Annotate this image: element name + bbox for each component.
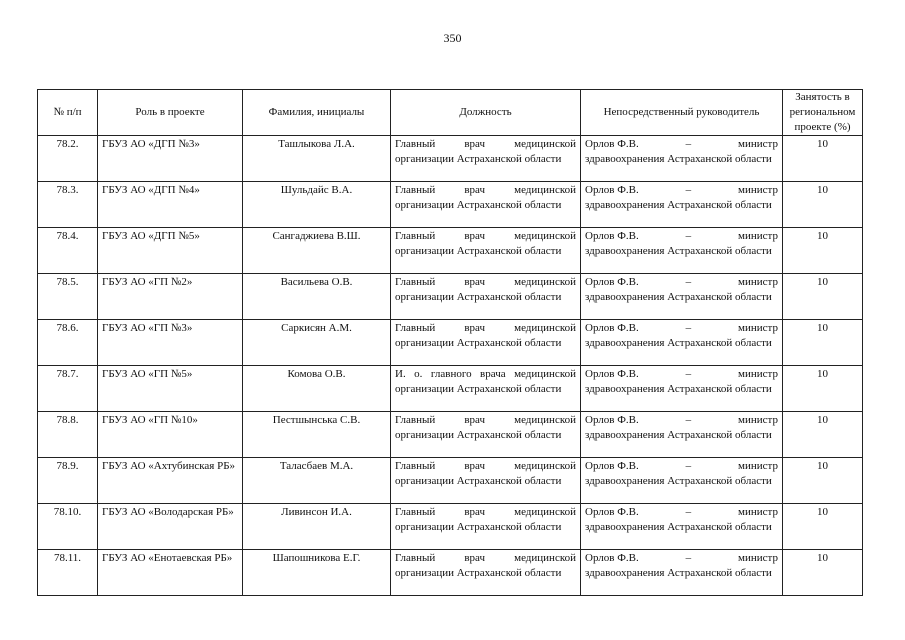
supervisor-rest: здравоохранения Астраханской области — [585, 245, 772, 257]
table-row — [38, 412, 863, 458]
header-num: № п/п — [38, 90, 98, 136]
row-position: Главный врач медицинской организации Астраханской области — [391, 274, 581, 320]
table-header-row — [38, 90, 863, 136]
row-role: ГБУЗ АО «Володарская РБ» — [98, 504, 243, 550]
supervisor-rest: здравоохранения Астраханской области — [585, 567, 772, 579]
supervisor-title: министр — [738, 552, 778, 564]
row-number: 78.9. — [38, 458, 98, 504]
row-load: 10 — [783, 274, 863, 320]
row-name: Пестшынська С.В. — [243, 412, 391, 458]
supervisor-title: министр — [738, 460, 778, 472]
row-name: Васильева О.В. — [243, 274, 391, 320]
supervisor-title: министр — [738, 322, 778, 334]
row-position: Главный врач медицинской организации Астраханской области — [391, 320, 581, 366]
supervisor-line — [585, 551, 778, 566]
supervisor-name: Орлов Ф.В. — [585, 368, 639, 380]
supervisor-title: министр — [738, 230, 778, 242]
supervisor-line — [585, 459, 778, 474]
row-supervisor — [581, 182, 783, 228]
row-role: ГБУЗ АО «ГП №10» — [98, 412, 243, 458]
supervisor-name: Орлов Ф.В. — [585, 460, 639, 472]
supervisor-dash: – — [685, 322, 692, 334]
supervisor-line — [585, 137, 778, 152]
supervisor-title: министр — [738, 414, 778, 426]
supervisor-name: Орлов Ф.В. — [585, 276, 639, 288]
row-position: Главный врач медицинской организации Астраханской области — [391, 228, 581, 274]
table-row — [38, 274, 863, 320]
supervisor-line — [585, 183, 778, 198]
supervisor-dash: – — [685, 368, 692, 380]
supervisor-dash: – — [685, 460, 692, 472]
header-load: Занятость в региональном проекте (%) — [783, 90, 863, 136]
row-role: ГБУЗ АО «ДГП №3» — [98, 136, 243, 182]
supervisor-line — [585, 229, 778, 244]
supervisor-dash: – — [685, 230, 692, 242]
supervisor-rest: здравоохранения Астраханской области — [585, 337, 772, 349]
row-number: 78.7. — [38, 366, 98, 412]
supervisor-line — [585, 321, 778, 336]
supervisor-dash: – — [685, 506, 692, 518]
row-load: 10 — [783, 182, 863, 228]
row-number: 78.8. — [38, 412, 98, 458]
supervisor-name: Орлов Ф.В. — [585, 230, 639, 242]
row-role: ГБУЗ АО «Ахтубинская РБ» — [98, 458, 243, 504]
supervisor-title: министр — [738, 138, 778, 150]
row-load: 10 — [783, 504, 863, 550]
row-role: ГБУЗ АО «ДГП №5» — [98, 228, 243, 274]
table-row — [38, 136, 863, 182]
supervisor-title: министр — [738, 276, 778, 288]
supervisor-title: министр — [738, 506, 778, 518]
row-position: Главный врач медицинской организации Астраханской области — [391, 550, 581, 596]
row-supervisor — [581, 458, 783, 504]
row-load: 10 — [783, 458, 863, 504]
supervisor-name: Орлов Ф.В. — [585, 506, 639, 518]
row-name: Таласбаев М.А. — [243, 458, 391, 504]
supervisor-name: Орлов Ф.В. — [585, 414, 639, 426]
row-supervisor — [581, 504, 783, 550]
supervisor-dash: – — [685, 184, 692, 196]
header-supervisor: Непосредственный руководитель — [581, 90, 783, 136]
row-name: Ташлыкова Л.А. — [243, 136, 391, 182]
row-role: ГБУЗ АО «ГП №3» — [98, 320, 243, 366]
supervisor-rest: здравоохранения Астраханской области — [585, 383, 772, 395]
supervisor-dash: – — [685, 276, 692, 288]
supervisor-name: Орлов Ф.В. — [585, 138, 639, 150]
row-number: 78.4. — [38, 228, 98, 274]
row-number: 78.6. — [38, 320, 98, 366]
row-name: Саркисян А.М. — [243, 320, 391, 366]
table-row — [38, 320, 863, 366]
row-number: 78.3. — [38, 182, 98, 228]
row-number: 78.11. — [38, 550, 98, 596]
row-name: Сангаджиева В.Ш. — [243, 228, 391, 274]
supervisor-dash: – — [685, 414, 692, 426]
row-number: 78.10. — [38, 504, 98, 550]
supervisor-rest: здравоохранения Астраханской области — [585, 475, 772, 487]
row-load: 10 — [783, 136, 863, 182]
row-supervisor — [581, 412, 783, 458]
header-position: Должность — [391, 90, 581, 136]
supervisor-rest: здравоохранения Астраханской области — [585, 521, 772, 533]
supervisor-title: министр — [738, 184, 778, 196]
row-position: Главный врач медицинской организации Астраханской области — [391, 136, 581, 182]
row-number: 78.5. — [38, 274, 98, 320]
table-row — [38, 228, 863, 274]
table-row — [38, 366, 863, 412]
page-number: 350 — [443, 31, 462, 45]
row-supervisor — [581, 274, 783, 320]
row-load: 10 — [783, 412, 863, 458]
row-role: ГБУЗ АО «ДГП №4» — [98, 182, 243, 228]
table-row — [38, 550, 863, 596]
header-name: Фамилия, инициалы — [243, 90, 391, 136]
row-name: Комова О.В. — [243, 366, 391, 412]
supervisor-rest: здравоохранения Астраханской области — [585, 199, 772, 211]
supervisor-rest: здравоохранения Астраханской области — [585, 429, 772, 441]
row-role: ГБУЗ АО «ГП №2» — [98, 274, 243, 320]
row-supervisor — [581, 550, 783, 596]
supervisor-line — [585, 413, 778, 428]
row-role: ГБУЗ АО «Енотаевская РБ» — [98, 550, 243, 596]
row-name: Шульдайс В.А. — [243, 182, 391, 228]
row-name: Ливинсон И.А. — [243, 504, 391, 550]
supervisor-title: министр — [738, 368, 778, 380]
row-load: 10 — [783, 366, 863, 412]
supervisor-line — [585, 505, 778, 520]
supervisor-dash: – — [685, 138, 692, 150]
row-supervisor — [581, 366, 783, 412]
row-position: Главный врач медицинской организации Астраханской области — [391, 182, 581, 228]
row-load: 10 — [783, 550, 863, 596]
row-supervisor — [581, 228, 783, 274]
supervisor-line — [585, 367, 778, 382]
header-role: Роль в проекте — [98, 90, 243, 136]
row-position: Главный врач медицинской организации Астраханской области — [391, 458, 581, 504]
supervisor-rest: здравоохранения Астраханской области — [585, 291, 772, 303]
supervisor-name: Орлов Ф.В. — [585, 184, 639, 196]
supervisor-dash: – — [685, 552, 692, 564]
supervisor-line — [585, 275, 778, 290]
project-roster-table — [37, 89, 863, 596]
row-name: Шапошникова Е.Г. — [243, 550, 391, 596]
supervisor-name: Орлов Ф.В. — [585, 322, 639, 334]
row-position: Главный врач медицинской организации Астраханской области — [391, 504, 581, 550]
table-row — [38, 458, 863, 504]
table-row — [38, 504, 863, 550]
supervisor-rest: здравоохранения Астраханской области — [585, 153, 772, 165]
row-supervisor — [581, 320, 783, 366]
row-load: 10 — [783, 228, 863, 274]
row-position: Главный врач медицинской организации Астраханской области — [391, 412, 581, 458]
row-role: ГБУЗ АО «ГП №5» — [98, 366, 243, 412]
row-number: 78.2. — [38, 136, 98, 182]
row-position: И. о. главного врача медицинской организации Астраханской области — [391, 366, 581, 412]
supervisor-name: Орлов Ф.В. — [585, 552, 639, 564]
table-row — [38, 182, 863, 228]
row-supervisor — [581, 136, 783, 182]
row-load: 10 — [783, 320, 863, 366]
